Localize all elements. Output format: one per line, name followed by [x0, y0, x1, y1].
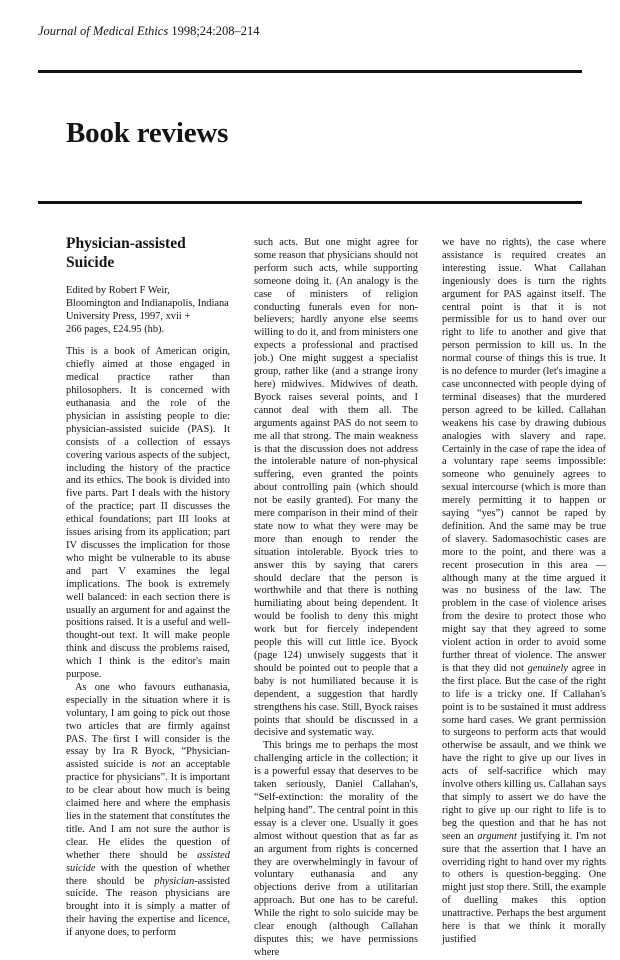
running-header [38, 24, 260, 39]
text-run: an acceptable practice for physicians”. It is important to be clear about how much is being claimed here and where the emphasis lies in the statement that constitutes the title. And I am not sure the author is clear. He elides the question of whether there should be [66, 759, 230, 861]
review-title-line-1: Physician-assisted [66, 235, 186, 252]
review-title [66, 234, 230, 272]
paragraph-continued: such acts. But one might agree for some reason that physicians should not perform such acts, while supporting someone doing it. (An analogy is the case of ministers of religion conducting funerals even for non-believers; hardly anyone else seems willing to do it, and from ministers one expects a professional and practised job.) One might suggest a specialist group, rather like (and a strange irony here) midwives. Midwives of death. Byock raises several points, and I cannot deal with them all. The arguments against PAS do not seem to me all that strong. The main weakness is that the discussion does not address the intolerable nature of non-physical suffering, even granted the points about controlling pain (which should not be easily granted). For many the mere comparison in their mind of their state now to what they were may be more than enough to render the situation intolerable. Byock tries to answer this by saying that carers should declare that the person is worthwhile and that there is nothing humiliating about being dependent. It would be foolish to deny this might work but for fiercely independent people this will cut little ice. Byock (page 124) unwisely suggests that it should be pointed out to people that a baby is not humiliated because it is dependent, a suggestion that hardly strengthens his case. Still, Byock raises points that should be discussed in a decisive and systematic way. [254, 237, 418, 739]
journal-title: Journal of Medical Ethics [38, 24, 169, 38]
top-rule [38, 70, 582, 73]
biblio-pages: 266 pages, £24.95 (hb). [66, 324, 165, 336]
text-run: -assisted suicide. The reason physicians are brought into it is simply a matter of their having the expertise and licence, if anyone does, to perform [66, 875, 230, 939]
section-title: Book reviews [66, 117, 229, 149]
journal-citation: 1998;24:208–214 [171, 24, 260, 38]
text-run: we have no rights), the case where assistance is required creates an interesting issue. What Callahan ingeniously does is turn the rights argument for PAS against itself. The central point is that it is not permissible for us to hand over our right to life to another and give that person permission to kill us. In the normal course of things this is true. It is no defence to murder (let's imagine a case unconnected with people dying of terminal diseases) that the murdered person agreed to be killed. Callahan weakens his case by drawing dubious analogies with slavery and rape. Certainly in the case of rape the idea of a voluntary rape seems impossible: someone who genuinely agrees to sexual intercourse (which is more than merely permitting it to happen or saying “yes”) cannot be raped by definition. And the same may be true of slavery. Sadomasochistic cases are more to the point, and there was a recent prosecution in this area — although many at the time argued it was no business of the law. The problem in the case of violence arises from the desire to protect those who might say that they agreed to some violent action in order to avoid some further threat of violence. The answer is that they did not [442, 237, 606, 674]
section-rule [38, 201, 582, 204]
bibliographic-details [66, 284, 230, 336]
emphasis: physician [154, 875, 195, 887]
emphasis: not [151, 759, 165, 771]
biblio-publisher: Bloomington and Indianapolis, Indiana University Press, 1997, xvii + [66, 298, 229, 323]
emphasis: assisted suicide [66, 849, 230, 874]
paragraph-intro: This is a book of American origin, chiefly aimed at those engaged in medical practice rather than philosophers. It is concerned with euthanasia and the role of the physician in assisting people to die: physician-assisted suicide (PAS). It consists of a collection of essays covering various aspects of the subject, including the history of the practice and its ethics. The book is divided into five parts. Part I deals with the history of the practice; part II discusses the ethical foundations; part III looks at issues arising from its application; part IV discusses the implication for those who might be vulnerable to its abuse and part V examines the legal implications. The book is extremely well balanced: in each section there is usually an argument for and against the positions raised. It is a useful and well-thought-out text. It will make people think and discuss the problems raised, which I think is the editor's main purpose. [66, 346, 230, 681]
biblio-editor: Edited by Robert F Weir, [66, 285, 170, 296]
emphasis: argument [477, 830, 517, 842]
review-title-line-2: Suicide [66, 254, 115, 271]
paragraph-byock [66, 682, 230, 940]
text-run: with the question of whether there should be [66, 862, 230, 887]
text-run: justifying it. I'm not sure that the assertion that I have an overriding right to hand over my rights to others is question-begging. One might just stop there. Still, the example of duelling makes this option unattractive. Perhaps the best argument here is that we think it morally justified [442, 830, 606, 945]
text-run: As one who favours euthanasia, especially in the situation where it is voluntary, I am going to pick out those two articles that are firmly against PAS. The first I will consider is the essay by Ira R Byock, “Physician-assisted suicide is [66, 681, 230, 771]
column-2 [254, 237, 418, 960]
paragraph-rights [442, 237, 606, 947]
emphasis: genuinely [527, 662, 568, 674]
column-1 [66, 234, 230, 940]
column-3 [442, 237, 606, 947]
text-run: agree in the first place. But the case of the right to life is a tricky one. If Callahan's point is to be sustained it must address some hard cases. We grant permission to surgeons to perform acts that would otherwise be assault, and we think we have the right to give up our lives in acts of self-sacrifice which may involve others killing us. Callahan says that simply to assert we do have the right to give up our right to life is to beg the question and that he has not seen an [442, 662, 606, 842]
paragraph-callahan: This brings me to perhaps the most challenging article in the collection; it is a powerful essay that deserves to be taken seriously, Daniel Callahan's, “Self-extinction: the morality of the helping hand”. The central point in this essay is a clever one. Usually it goes almost without question that as far as an argument from rights is concerned they are overwhelmingly in favour of voluntary euthanasia and any objections derive from a utilitarian approach. But one has to be careful. While the right to solo suicide may be clear enough (although Callahan disputes this; we have permissions where [254, 740, 418, 958]
